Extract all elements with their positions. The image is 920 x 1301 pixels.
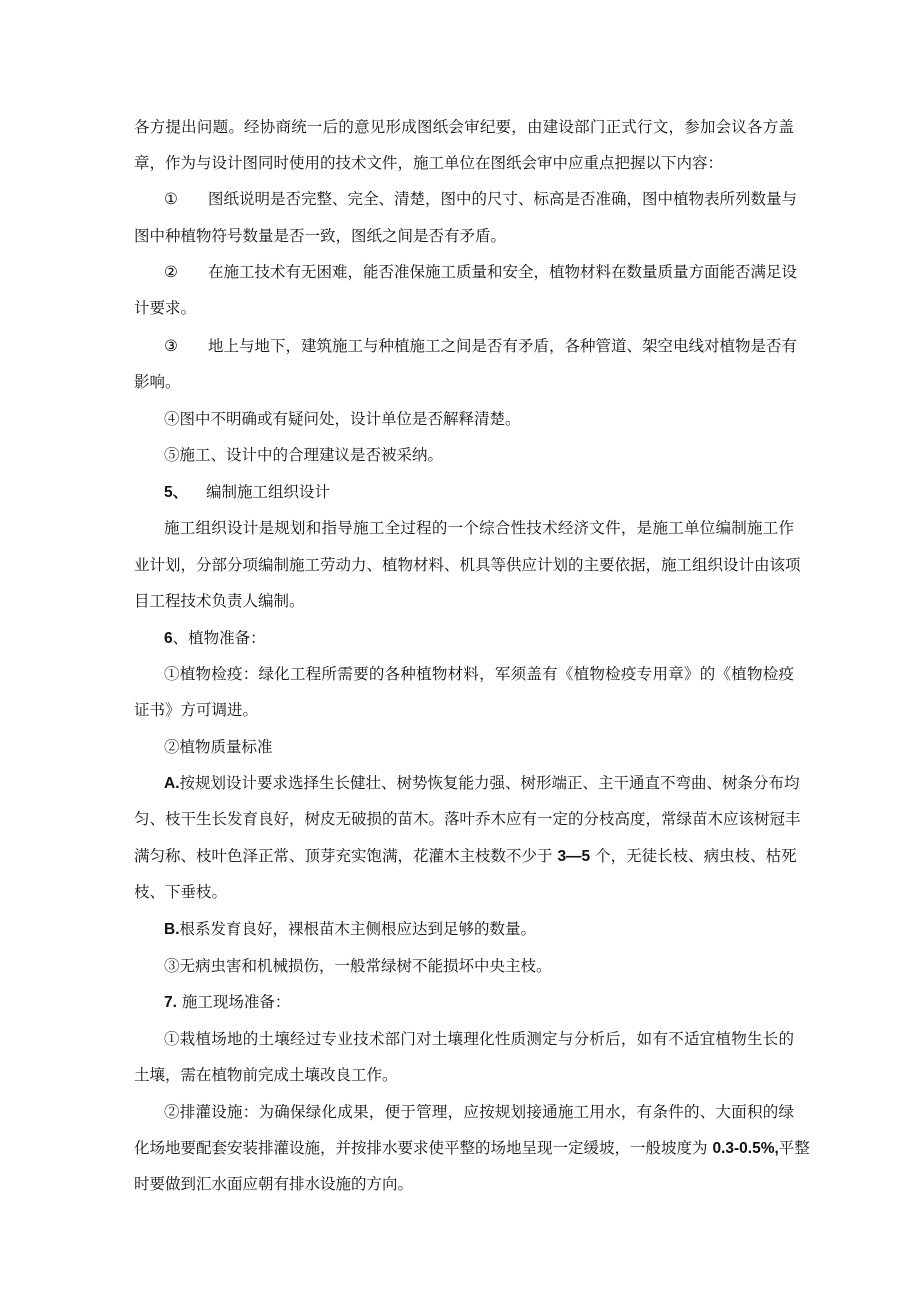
standard-a-line-4: 枝、下垂枝。 (134, 883, 228, 901)
section-6-title: 、植物准备： (172, 629, 266, 647)
standard-b-label: B. (164, 921, 180, 938)
section-7-title: 施工现场准备： (181, 993, 291, 1011)
quarantine-line-1: ①植物检疫：绿化工程所需要的各种植物材料，军须盖有《植物检疫专用章》的《植物检疫 (164, 665, 794, 683)
section-7-heading (164, 992, 794, 1013)
standard-b (164, 919, 794, 940)
intro-line-2: 章，作为与设计图同时使用的技术文件，施工单位在图纸会审中应重点把握以下内容： (134, 154, 724, 172)
drainage-line-2-post: 平整 (778, 1139, 810, 1157)
section-5-title: 编制施工组织设计 (206, 483, 331, 501)
item-1-line-1 (164, 189, 798, 209)
item-1-line-2: 图中种植物符号数量是否一致，图纸之间是否有矛盾。 (134, 227, 507, 245)
site-soil-line-1: ①栽植场地的土壤经过专业技术部门对土壤理化性质测定与分析后，如有不适宜植物生长的 (164, 1030, 794, 1048)
standard-a-text: 按规划设计要求选择生长健壮、树势恢复能力强、树形端正、主干通直不弯曲、树条分布均 (179, 774, 800, 792)
item-3-text: 地上与地下，建筑施工与种植施工之间是否有矛盾，各种管道、架空电线对植物是否有 (208, 337, 798, 355)
section-5-line-3: 目工程技术负责人编制。 (134, 592, 305, 610)
standard-a-line-3-post: 个，无徒长枝、病虫枝、枯死 (590, 847, 797, 865)
standard-b-text: 根系发育良好，裸根苗木主侧根应达到足够的数量。 (179, 920, 537, 938)
item-3-line-2: 影响。 (134, 373, 181, 391)
section-5-line-2: 业计划，分部分项编制施工劳动力、植物材料、机具等供应计划的主要依据，施工组织设计由该项 (134, 556, 801, 574)
branch-count: 3—5 (557, 848, 591, 865)
drainage-line-3: 时要做到汇水面应朝有排水设施的方向。 (134, 1175, 414, 1193)
quality-standard-title: ②植物质量标准 (164, 738, 273, 756)
item-3-marker: ③ (164, 337, 178, 355)
section-5-number: 5、 (164, 484, 189, 501)
section-5-line-1: 施工组织设计是规划和指导施工全过程的一个综合性技术经济文件，是施工单位编制施工作 (164, 519, 794, 537)
section-6-heading (164, 628, 794, 649)
standard-a-line-3-pre: 满匀称、枝叶色泽正常、顶芽充实饱满，花灌木主枝数不少于 (134, 847, 558, 865)
item-1-text: 图纸说明是否完整、完全、清楚，图中的尺寸、标高是否准确，图中植物表所列数量与 (208, 190, 798, 208)
item-2-line-1 (164, 262, 798, 282)
section-5-heading (164, 482, 794, 503)
item-2-text: 在施工技术有无困难，能否准保施工质量和安全，植物材料在数量质量方面能否满足设 (208, 263, 798, 281)
item-3-line-1 (164, 336, 798, 356)
drainage-line-2-pre: 化场地要配套安装排灌设施，并按排水要求使平整的场地呈现一定缓坡，一般坡度为 (134, 1139, 713, 1157)
standard-a-line-3 (134, 846, 797, 867)
section-6-number: 6 (164, 630, 173, 647)
standard-a-label: A. (164, 775, 180, 792)
standard-a-line-2: 匀、枝干生长发育良好，树皮无破损的苗木。落叶乔木应有一定的分枝高度，常绿苗木应该树冠丰 (134, 810, 801, 828)
standard-c: ③无病虫害和机械损伤，一般常绿树不能损坏中央主枝。 (164, 957, 552, 975)
site-soil-line-2: 土壤，需在植物前完成土壤改良工作。 (134, 1066, 398, 1084)
drainage-line-2 (134, 1138, 810, 1159)
intro-line-1: 各方提出问题。经协商统一后的意见形成图纸会审纪要，由建设部门正式行文，参加会议各方盖 (134, 118, 794, 136)
section-7-number: 7. (164, 994, 177, 1011)
item-2-line-2: 计要求。 (134, 299, 197, 317)
drainage-line-1: ②排灌设施：为确保绿化成果，便于管理，应按规划接通施工用水，有条件的、大面积的绿 (164, 1103, 794, 1121)
item-1-marker: ① (164, 190, 178, 208)
standard-a-line-1 (164, 773, 800, 794)
slope-value: 0.3-0.5%, (712, 1140, 779, 1157)
quarantine-line-2: 证书》方可调进。 (134, 701, 259, 719)
item-5: ⑤施工、设计中的合理建议是否被采纳。 (164, 446, 444, 464)
item-4: ④图中不明确或有疑问处，设计单位是否解释清楚。 (164, 410, 521, 428)
item-2-marker: ② (164, 263, 178, 281)
